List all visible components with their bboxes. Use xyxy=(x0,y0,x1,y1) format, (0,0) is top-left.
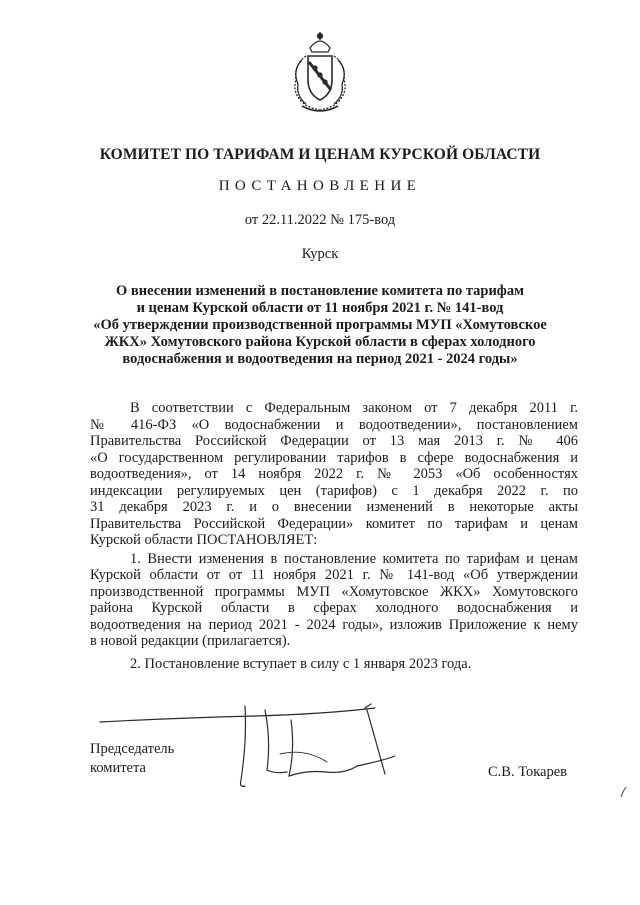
body-line: «О государственном регулировании тарифов в сфере водоснабжения и xyxy=(90,449,578,466)
subject-line: ЖКХ» Хомутовского района Курской области в сферах холодного xyxy=(104,334,536,350)
document-type: ПОСТАНОВЛЕНИЕ xyxy=(218,178,422,194)
city-name: Курск xyxy=(301,246,339,262)
subject-line: «Об утверждении производственной программы МУП «Хомутовское xyxy=(93,317,547,333)
body-line: Правительства Российской Федерации от 13 мая 2013 г. № 406 xyxy=(90,433,578,449)
body-line: 2. Постановление вступает в силу с 1 января 2023 года. xyxy=(130,655,472,672)
preamble-paragraph xyxy=(90,400,578,549)
body-line: 31 декабря 2023 г. и о внесении изменений в некоторые акты xyxy=(90,499,578,515)
coat-of-arms-emblem xyxy=(288,30,352,114)
signer-name: С.В. Токарев xyxy=(488,764,568,780)
body-line: Курской области ПОСТАНОВЛЯЕТ: xyxy=(90,532,318,548)
body-line: Правительства Российской Федерации» комитет по тарифам и ценам xyxy=(90,515,578,532)
body-line: 1. Внести изменения в постановление комитета по тарифам и ценам xyxy=(130,550,578,567)
document-body xyxy=(90,400,578,672)
document-date-number: от 22.11.2022 № 175-вод xyxy=(244,212,396,228)
body-line: В соответствии с Федеральным законом от 7 декабря 2011 г. xyxy=(130,400,578,416)
subject-line: водоснабжения и водоотведения на период 2021 - 2024 годы» xyxy=(122,351,518,367)
subject-line: О внесении изменений в постановление комитета по тарифам xyxy=(116,283,524,299)
committee-name: КОМИТЕТ ПО ТАРИФАМ И ЦЕНАМ КУРСКОЙ ОБЛАСТИ xyxy=(99,146,541,163)
item-2-paragraph xyxy=(90,656,578,673)
item-1-paragraph xyxy=(90,551,578,650)
signer-position-line-2: комитета xyxy=(90,760,146,776)
body-line: производственной программы МУП «Хомутовское ЖКХ» Хомутовского xyxy=(90,583,578,600)
margin-mark xyxy=(618,785,628,799)
body-line: Курской области от от 11 ноября 2021 г. № 141-вод «Об утверждении xyxy=(90,567,578,583)
body-line: в новой редакции (прилагается). xyxy=(90,633,291,649)
body-line: индексации регулируемых цен (тарифов) с 1 декабря 2022 г. по xyxy=(90,482,578,499)
subject-line: и ценам Курской области от 11 ноября 2021 г. № 141-вод xyxy=(136,300,504,316)
body-line: водоотведения на период 2021 - 2024 годы», изложив Приложение к нему xyxy=(90,616,578,633)
signer-position-line-1: Председатель xyxy=(90,741,175,757)
body-line: № 416-ФЗ «О водоснабжении и водоотведении», постановлением xyxy=(90,416,578,433)
document-subject xyxy=(0,283,640,368)
body-line: района Курской области в сферах холодного водоснабжения и xyxy=(90,600,578,616)
crown-icon xyxy=(310,41,330,52)
body-line: водоотведения», от 14 ноября 2022 г. № 2053 «Об особенностях xyxy=(90,466,578,482)
